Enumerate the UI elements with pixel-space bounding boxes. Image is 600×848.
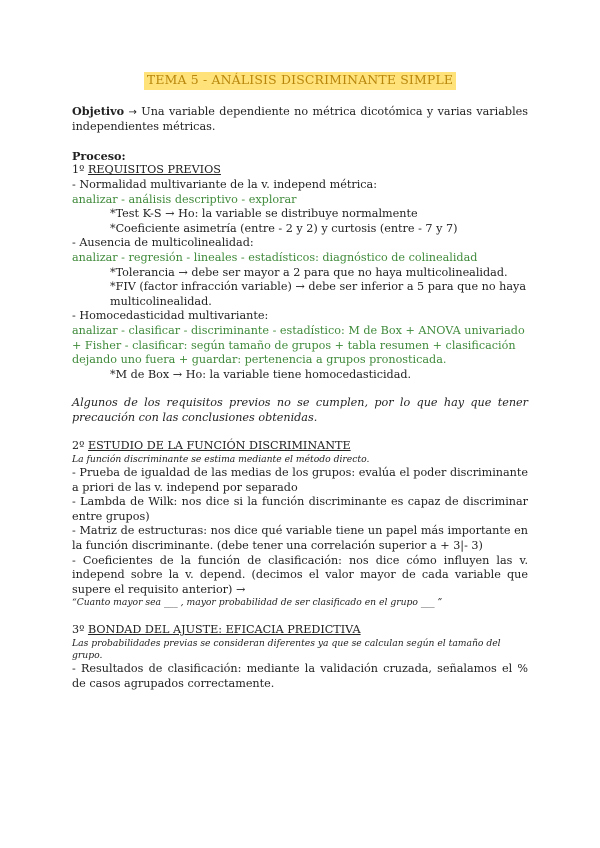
section-1-number: 1º	[72, 163, 88, 177]
section-2-quote: “Cuanto mayor sea ___ , mayor probabilidad de ser clasificado en el grupo ___ ”	[72, 597, 443, 609]
normalidad-path: analizar - análisis descriptivo - explorar	[72, 192, 297, 206]
arrow-icon: →	[128, 106, 137, 118]
section-3-item-1: - Resultados de clasificación: mediante la validación cruzada, señalamos el % de casos agrupados correctamente.	[72, 662, 528, 690]
section-2-item-3: - Matriz de estructuras: nos dice qué variable tiene un papel más importante en la función discriminante. (debe tener una correlación superior a + 3|- 3)	[72, 524, 528, 553]
title-block	[72, 72, 528, 90]
section-2-item-4: - Coeficientes de la función de clasificación: nos dice cómo influyen las v. independ sobre la v. depend. (decimos el valor mayor de cada variable que supere el requisito anterior) →	[72, 553, 528, 596]
section-1-heading	[72, 163, 528, 178]
objetivo-paragraph	[72, 104, 528, 135]
multicol-fiv: *FIV (factor infracción variable) → debe ser inferior a 5 para que no haya multicolinealidad.	[110, 280, 527, 308]
section-1-title: REQUISITOS PREVIOS	[87, 163, 221, 177]
section-2-item-2: - Lambda de Wilk: nos dice si la función discriminante es capaz de discriminar entre grupos)	[72, 495, 528, 523]
section-2-item-1: - Prueba de igualdad de las medias de los grupos: evalúa el poder discriminante a priori de las v. independ por separado	[72, 466, 528, 494]
section-3-heading	[72, 623, 528, 638]
homoced-path: analizar - clasificar - discriminante - estadístico: M de Box + ANOVA univariado + Fisher - clasificar: según tamaño de grupos + tabla resumen + clasificación dejando uno fuera + guardar: pertenencia a grupos pronosticada.	[72, 323, 525, 367]
normalidad-line: - Normalidad multivariante de la v. independ métrica:	[72, 177, 377, 191]
multicol-tolerancia: *Tolerancia → debe ser mayor a 2 para que no haya multicolinealidad.	[110, 265, 508, 279]
section-3-number: 3º	[72, 623, 88, 637]
proceso-label: Proceso:	[72, 148, 126, 163]
page-title: TEMA 5 - ANÁLISIS DISCRIMINANTE SIMPLE	[144, 72, 456, 90]
objetivo-label: Objetivo	[72, 103, 125, 118]
section-2-subtitle: La función discriminante se estima mediante el método directo.	[72, 454, 370, 466]
section-2-title: ESTUDIO DE LA FUNCIÓN DISCRIMINANTE	[87, 439, 351, 453]
requisitos-nota: Algunos de los requisitos previos no se cumplen, por lo que hay que tener precaución con las conclusiones obtenidas.	[72, 396, 528, 424]
objetivo-text: Una variable dependiente no métrica dicotómica y varias variables independientes métricas.	[72, 104, 529, 134]
multicol-line: - Ausencia de multicolinealidad:	[72, 236, 254, 250]
homoced-line: - Homocedasticidad multivariante:	[72, 309, 269, 323]
section-2-number: 2º	[72, 439, 88, 453]
normalidad-ks: *Test K-S → Ho: la variable se distribuye normalmente	[110, 207, 418, 221]
section-2-heading	[72, 439, 528, 454]
homoced-box: *M de Box → Ho: la variable tiene homocedasticidad.	[110, 367, 412, 381]
normalidad-coef: *Coeficiente asimetría (entre - 2 y 2) y curtosis (entre - 7 y 7)	[110, 221, 458, 235]
section-3-subtitle: Las probabilidades previas se consideran diferentes ya que se calculan según el tamaño del grupo.	[72, 638, 501, 661]
multicol-path: analizar - regresión - lineales - estadísticos: diagnóstico de colinealidad	[72, 250, 478, 264]
section-3-title: BONDAD DEL AJUSTE: EFICACIA PREDICTIVA	[87, 623, 361, 637]
